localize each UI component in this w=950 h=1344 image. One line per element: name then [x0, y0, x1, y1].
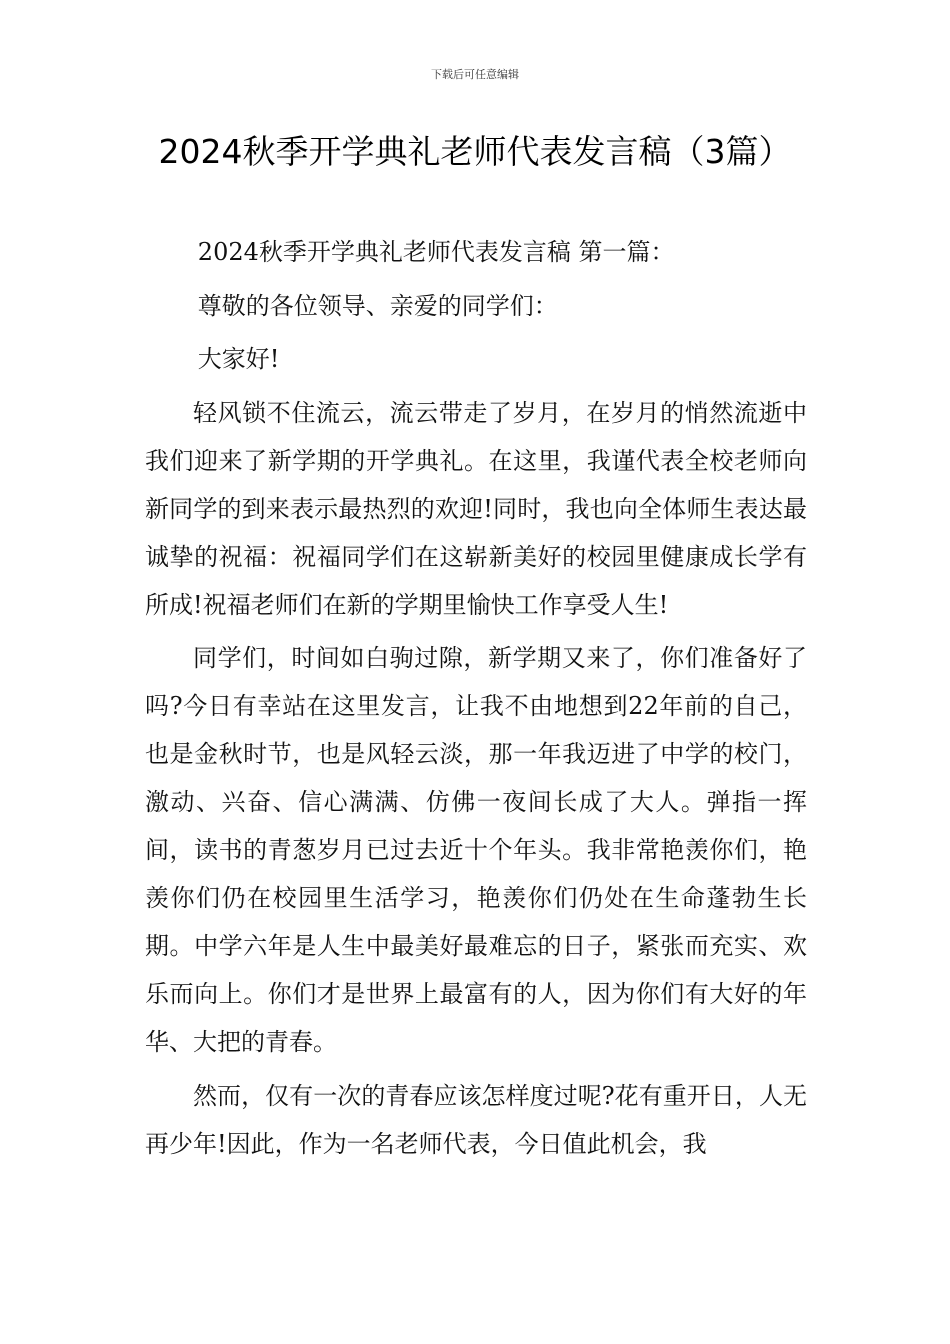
document-title: 2024秋季开学典礼老师代表发言稿（3篇） [158, 132, 792, 171]
salutation: 尊敬的各位领导、亲爱的同学们： [197, 291, 558, 320]
document-body [145, 228, 807, 1173]
paragraph: 然而，仅有一次的青春应该怎样度过呢?花有重开日，人无再少年!因此，作为一名老师代表，今日值此机会，我 [145, 1081, 807, 1158]
paragraph: 同学们，时间如白驹过隙，新学期又来了，你们准备好了吗?今日有幸站在这里发言，让我不由地想到22年前的自己，也是金秋时节，也是风轻云淡，那一年我迈进了中学的校门，激动、兴奋、信心满满、仿佛一夜间长成了大人。弹指一挥间，读书的青葱岁月已过去近十个年头。我非常艳羡你们，艳羡你们仍在校园里生活学习，艳羡你们仍处在生命蓬勃生长期。中学六年是人生中最美好最难忘的日子，紧张而充实、欢乐而向上。你们才是世界上最富有的人，因为你们有大好的年华、大把的青春。 [145, 644, 807, 1056]
header-note: 下载后可任意编辑 [431, 68, 519, 81]
paragraph: 轻风锁不住流云，流云带走了岁月，在岁月的悄然流逝中我们迎来了新学期的开学典礼。在这里，我谨代表全校老师向新同学的到来表示最热烈的欢迎!同时，我也向全体师生表达最诚挚的祝福：祝福同学们在这崭新美好的校园里健康成长学有所成!祝福老师们在新的学期里愉快工作享受人生! [145, 398, 807, 619]
section-heading: 2024秋季开学典礼老师代表发言稿 第一篇： [197, 238, 675, 266]
greeting: 大家好! [197, 345, 280, 373]
